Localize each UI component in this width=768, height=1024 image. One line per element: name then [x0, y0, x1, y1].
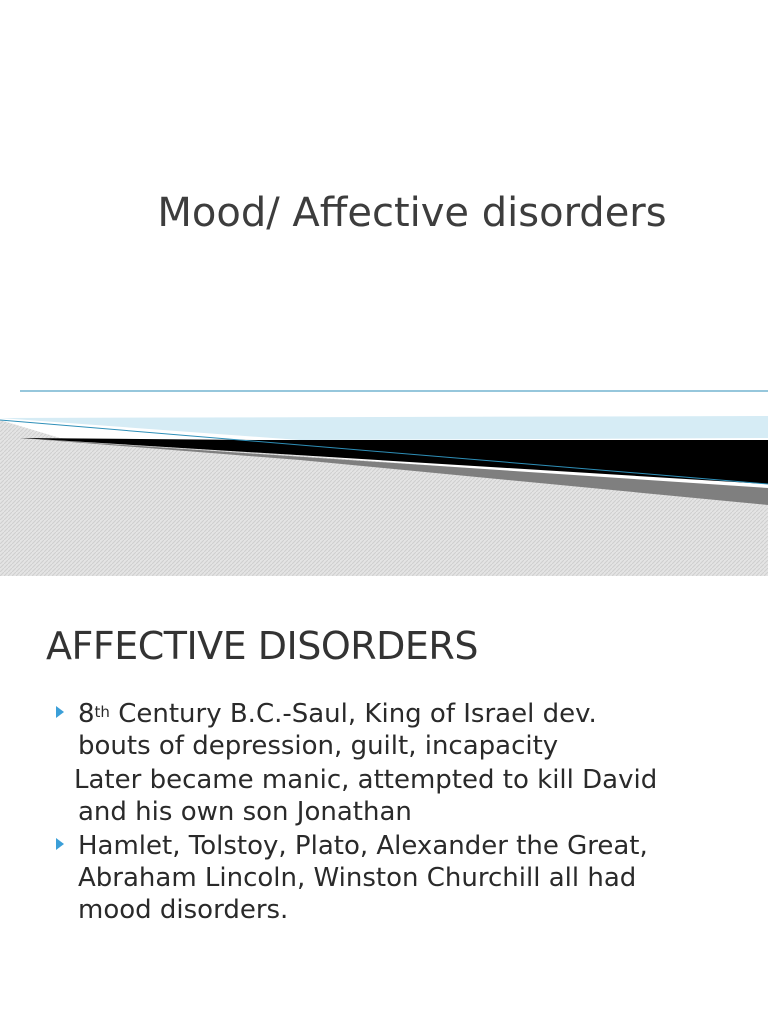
bullet-text-line: mood disorders. [78, 895, 289, 925]
continuation-line: Later became manic, attempted to kill David [74, 765, 658, 795]
slide-heading: AFFECTIVE DISORDERS [46, 624, 478, 668]
bullet-arrow-icon [56, 838, 64, 850]
continuation-line: and his own son Jonathan [78, 797, 412, 827]
content-slide [0, 576, 768, 1024]
bullet-item [54, 830, 744, 926]
bullet-text-line [78, 698, 744, 730]
decorative-banner [0, 380, 768, 576]
bullet-list [54, 698, 744, 926]
bullet-arrow-icon [56, 706, 64, 718]
century-number: 8 [78, 699, 95, 729]
bullet-text-line: Abraham Lincoln, Winston Churchill all had [78, 863, 637, 893]
ordinal-suffix: th [94, 703, 110, 721]
bullet-text-line: Hamlet, Tolstoy, Plato, Alexander the Great, [78, 831, 648, 861]
bullet-text-line: bouts of depression, guilt, incapacity [78, 731, 559, 761]
slide-title: Mood/ Affective disorders [157, 190, 667, 236]
light-blue-band [0, 416, 768, 440]
continuation-text [54, 764, 744, 828]
bullet-text: Century B.C.-Saul, King of Israel dev. [109, 699, 597, 729]
bullet-item [54, 698, 744, 762]
